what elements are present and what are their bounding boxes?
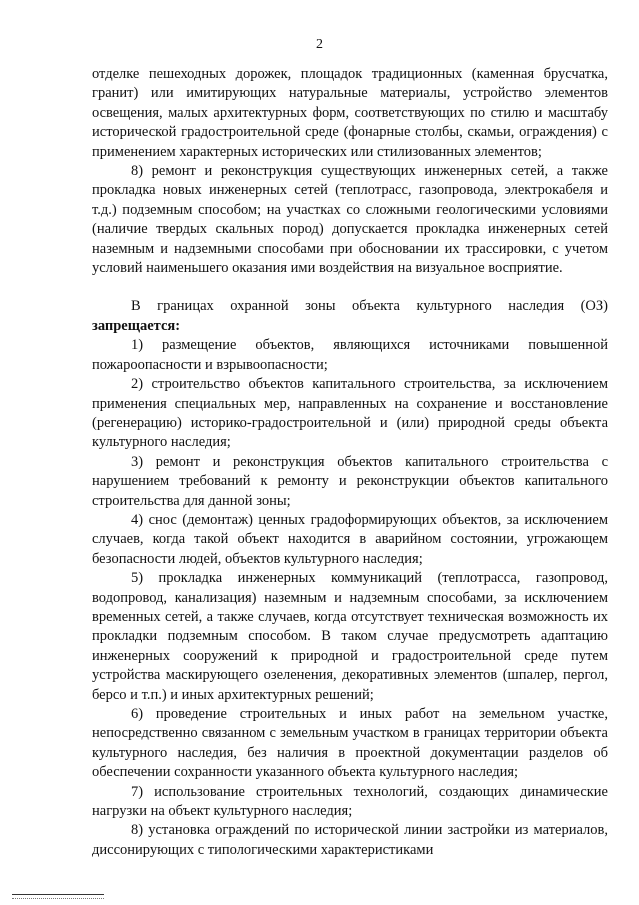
document-body [92,65,608,860]
prohibited-heading: запрещается: [92,317,181,334]
paragraph-item-8-engineering-networks: 8) ремонт и реконструкция существующих инженерных сетей, а также прокладка новых инженерных сетей (теплотрасс, газопровода, электрокабеля и т.д.) подземным способом; на участках со сложными геологическими условиями (наличие твердых скальных пород) допускается прокладка инженерных сетей наземным и надземными способами при обосновании их трассировки, с учетом условий наименьшего оказания ими воздействия на визуальное восприятие. [92,163,608,277]
prohibition-item-3: 3) ремонт и реконструкция объектов капитального строительства с нарушением требований к ремонту и реконструкции объектов капитального строительства для данной зоны; [92,453,608,509]
protection-zone-lead-text: В границах охранной зоны объекта культурного наследия (ОЗ) [131,298,608,315]
page-number: 2 [316,37,323,52]
prohibition-item-6: 6) проведение строительных и иных работ на земельном участке, непосредственно связанном с земельным участком в границах территории объекта культурного наследия, без наличия в проектной документации разделов об обеспечении сохранности указанного объекта культурного наследия; [92,706,608,781]
prohibition-item-2: 2) строительство объектов капитального строительства, за исключением применения специальных мер, направленных на сохранение и восстановление (регенерацию) историко-градостроительной и (или) природной среды объекта культурного наследия; [92,376,608,451]
prohibition-item-5: 5) прокладка инженерных коммуникаций (теплотрасса, газопровод, водопровод, канализация) наземным и надземным способами, за исключением временных сетей, а также случаев, когда отсутствует техническая возможность их прокладки подземным способом. В таком случае предусмотреть адаптацию инженерных сооружений к природной и градостроительной среде путем устройства маскирующего озеленения, декоративных элементов (шпалер, пергол, берсо и т.п.) и иных архитектурных решений; [92,570,608,703]
prohibition-item-7: 7) использование строительных технологий, создающих динамические нагрузки на объект культурного наследия; [92,783,608,820]
prohibition-item-8: 8) установка ограждений по исторической линии застройки из материалов, диссонирующих с типологическими характеристиками [92,822,608,858]
prohibition-item-4: 4) снос (демонтаж) ценных градоформирующих объектов, за исключением случаев, когда такой объект находится в аварийном состоянии, угрожающем безопасности людей, объектов культурного наследия; [92,511,608,567]
paragraph-spacer [92,278,608,297]
footer-rule-secondary [12,898,104,899]
paragraph-continuation: отделке пешеходных дорожек, площадок традиционных (каменная брусчатка, гранит) или имитирующих натуральные материалы, устройство элементов освещения, малых архитектурных форм, соответствующих по стилю и масштабу исторической градостроительной среде (фонарные столбы, скамьи, ограждения) с применением характерных исторических или стилизованных элементов; [92,66,608,160]
footer-rule [12,894,104,895]
prohibition-item-1: 1) размещение объектов, являющихся источниками повышенной пожароопасности и взрывоопасности; [92,337,608,373]
paragraph-protection-zone-intro [92,297,608,336]
